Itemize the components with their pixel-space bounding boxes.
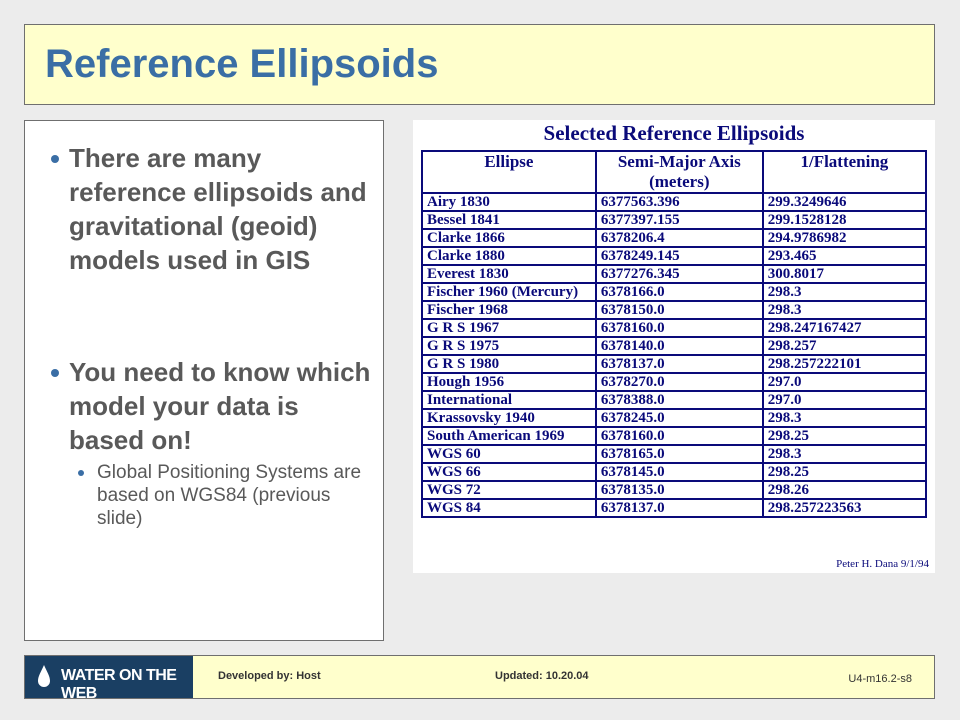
table-row [422,319,926,337]
table-row [422,391,926,409]
table-row [422,247,926,265]
bullet-dot-icon [51,155,59,163]
bullet-panel [24,120,384,641]
table-cell: 6378150.0 [596,301,763,319]
table-header: 1/Flattening [763,151,926,193]
table-cell: 6378166.0 [596,283,763,301]
table-cell: International [422,391,596,409]
ellipsoid-table-panel [413,120,935,573]
bullet-dot-icon [51,369,59,377]
table-header: Semi-Major Axis (meters) [596,151,763,193]
table-cell: 298.257 [763,337,926,355]
table-row [422,283,926,301]
logo-text: WATER ON THE WEB [61,667,177,702]
table-cell: 298.257222101 [763,355,926,373]
table-row [422,229,926,247]
developed-by: Developed by: Host [218,670,321,682]
table-row [422,427,926,445]
table-cell: 6378206.4 [596,229,763,247]
table-cell: 6378140.0 [596,337,763,355]
table-cell: G R S 1975 [422,337,596,355]
table-cell: Airy 1830 [422,193,596,211]
table-cell: 6377397.155 [596,211,763,229]
table-cell: 6378270.0 [596,373,763,391]
table-cell: 299.1528128 [763,211,926,229]
bullet-2: You need to know which model your data is based on! [45,355,375,457]
table-cell: 6378145.0 [596,463,763,481]
footer [24,655,935,702]
table-header-row [422,151,926,193]
table-cell: Everest 1830 [422,265,596,283]
table-cell: 6378249.145 [596,247,763,265]
table-cell: Bessel 1841 [422,211,596,229]
table-cell: 298.3 [763,445,926,463]
table-row [422,337,926,355]
table-row [422,355,926,373]
table-row [422,211,926,229]
table-credit: Peter H. Dana 9/1/94 [836,558,929,570]
table-cell: 300.8017 [763,265,926,283]
table-row [422,265,926,283]
table-cell: Clarke 1866 [422,229,596,247]
table-cell: 298.257223563 [763,499,926,517]
table-cell: 6378135.0 [596,481,763,499]
table-cell: WGS 60 [422,445,596,463]
table-cell: Fischer 1968 [422,301,596,319]
table-cell: 297.0 [763,391,926,409]
table-cell: 298.25 [763,427,926,445]
table-cell: 298.3 [763,409,926,427]
table-cell: Fischer 1960 (Mercury) [422,283,596,301]
water-drop-icon [35,664,53,690]
table-row [422,409,926,427]
table-cell: 6378137.0 [596,499,763,517]
table-cell: G R S 1967 [422,319,596,337]
table-cell: 6378245.0 [596,409,763,427]
table-cell: 6377276.345 [596,265,763,283]
table-cell: 293.465 [763,247,926,265]
table-cell: Hough 1956 [422,373,596,391]
table-cell: 298.247167427 [763,319,926,337]
table-cell: Krassovsky 1940 [422,409,596,427]
bullet-1: There are many reference ellipsoids and gravitational (geoid) models used in GIS [45,141,375,277]
table-cell: 6378388.0 [596,391,763,409]
updated-date: Updated: 10.20.04 [495,670,589,682]
table-row [422,499,926,517]
table-cell: 298.3 [763,301,926,319]
table-cell: 6377563.396 [596,193,763,211]
slide-title: Reference Ellipsoids [45,42,439,86]
table-cell: 297.0 [763,373,926,391]
table-cell: 6378160.0 [596,319,763,337]
table-row [422,463,926,481]
table-cell: 298.26 [763,481,926,499]
title-bar [24,24,935,105]
water-on-the-web-logo [25,656,193,702]
table-cell: 298.25 [763,463,926,481]
table-cell: WGS 84 [422,499,596,517]
ellipsoid-table [421,150,927,518]
sub-bullet-1: Global Positioning Systems are based on WGS84 (previous slide) [83,461,373,530]
table-header: Ellipse [422,151,596,193]
table-cell: WGS 66 [422,463,596,481]
table-row [422,481,926,499]
table-cell: 299.3249646 [763,193,926,211]
table-cell: South American 1969 [422,427,596,445]
table-row [422,445,926,463]
table-row [422,193,926,211]
table-row [422,301,926,319]
table-cell: 6378137.0 [596,355,763,373]
table-cell: WGS 72 [422,481,596,499]
table-cell: 298.3 [763,283,926,301]
table-row [422,373,926,391]
table-cell: 6378165.0 [596,445,763,463]
table-cell: G R S 1980 [422,355,596,373]
table-cell: 294.9786982 [763,229,926,247]
table-cell: Clarke 1880 [422,247,596,265]
bullet-dot-icon [78,470,84,476]
table-title: Selected Reference Ellipsoids [543,121,805,145]
table-cell: 6378160.0 [596,427,763,445]
slide-code: U4-m16.2-s8 [848,673,912,685]
